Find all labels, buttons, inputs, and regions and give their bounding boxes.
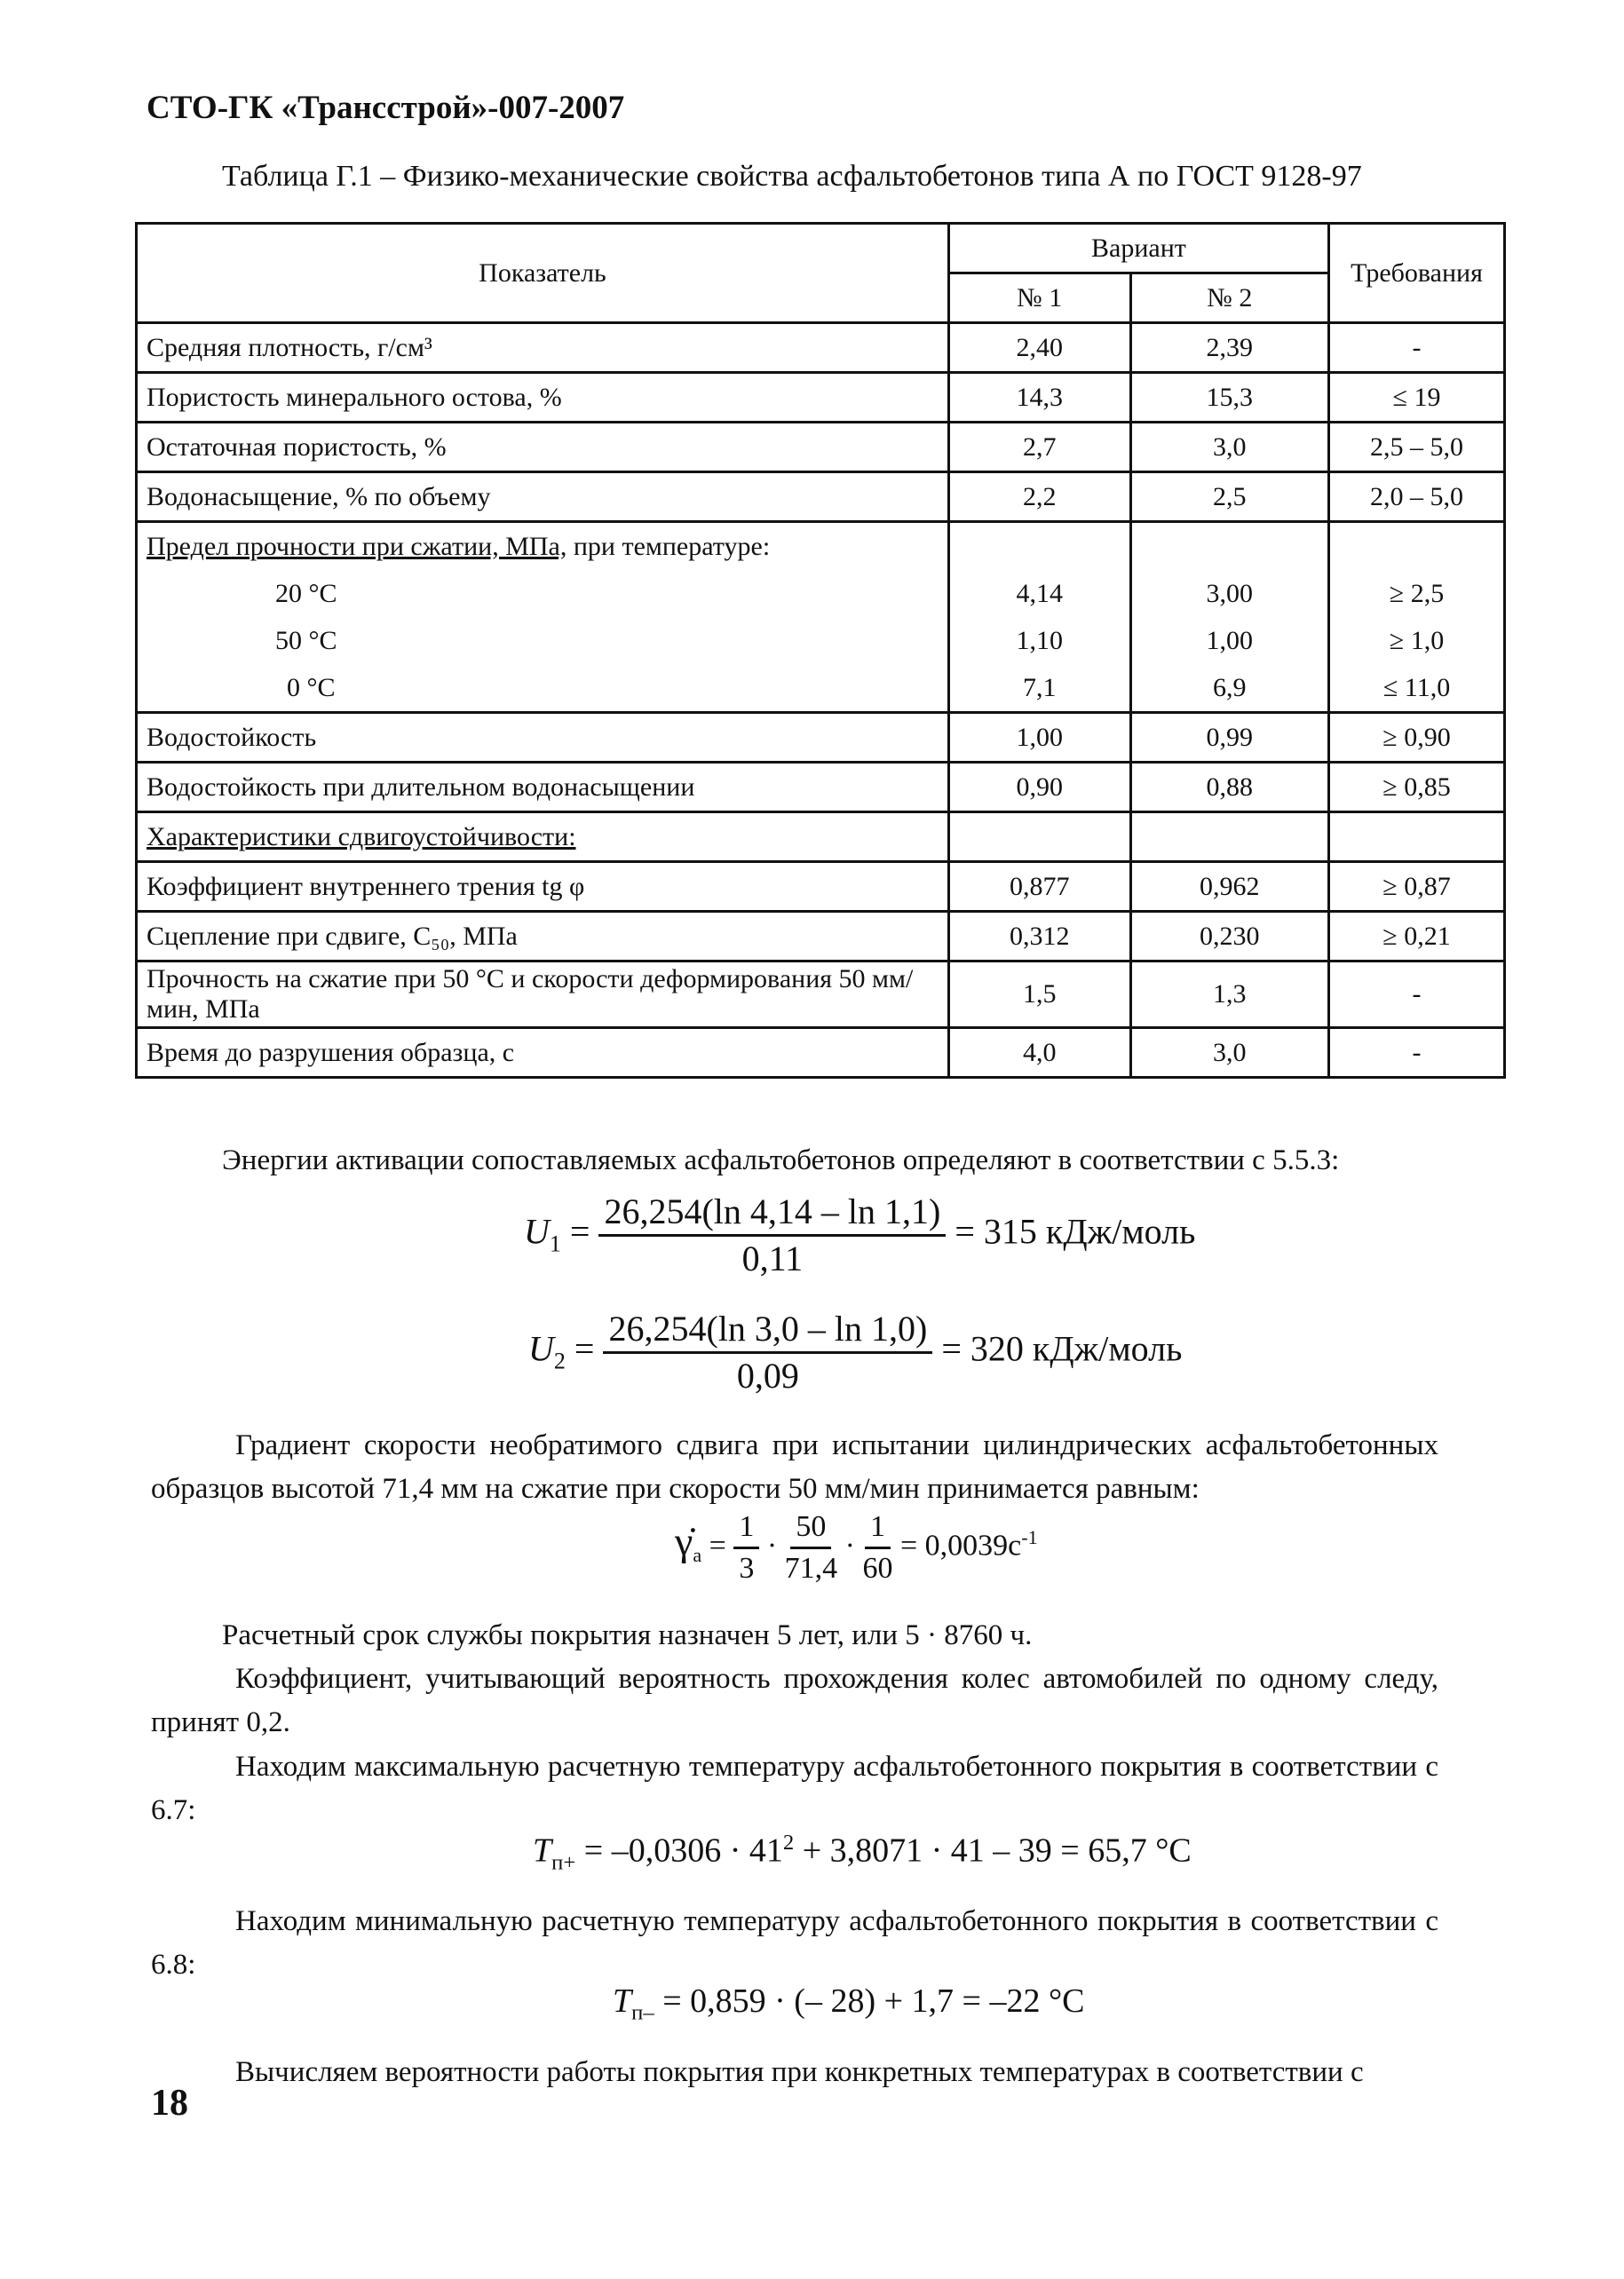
page-number: 18 [151,2083,188,2124]
table-row [137,862,1505,912]
paragraph-activation-energy: Энергии активации сопоставляемых асфальтобетонов определяют в соответствии с 5.5.3: [222,1144,1340,1176]
row-v2: 0,962 [1130,862,1329,912]
gamma-lhs: γ̇ [675,1518,693,1564]
strength-heading-underlined: Предел прочности при сжатии, МПа, [147,531,567,561]
gamma-exp: -1 [1021,1525,1038,1548]
row-req: 2,5 – 5,0 [1329,423,1505,472]
row-label: Время до разрушения образца, с [137,1028,949,1078]
gamma-frac-2: $\frac{50}{71,4}$ [785,1507,838,1588]
strength-sub-row [137,570,1505,617]
row-label: Средняя плотность, г/см³ [137,323,949,373]
row-req: ≥ 0,87 [1329,862,1505,912]
row-req: 2,0 – 5,0 [1329,472,1505,522]
row-v2: 0,88 [1130,763,1329,812]
u1-lhs: U [524,1211,550,1252]
u2-numerator: 26,254(ln 3,0 – ln 1,0) [603,1307,932,1354]
row-v2: 1,3 [1130,961,1329,1028]
u2-sub: 2 [553,1348,566,1374]
gamma-result: = 0,0039с [899,1529,1022,1563]
row-label: Водонасыщение, % по объему [137,472,949,522]
row-req: ≥ 0,85 [1329,763,1505,812]
row-v1: 0,312 [948,912,1130,961]
row-req: ≥ 0,90 [1329,713,1505,763]
table-row [137,373,1505,423]
row-v1: 2,2 [948,472,1130,522]
row-v1: 1,00 [948,713,1130,763]
header-variant: Вариант [948,224,1328,273]
strength-heading-rest: при температуре: [566,531,771,561]
strength-v2: 1,00 [1130,617,1329,664]
row-label: Коэффициент внутреннего трения tg φ [137,862,949,912]
strength-v2: 3,00 [1130,570,1329,617]
u1-numerator: 26,254(ln 4,14 – ln 1,1) [598,1190,946,1237]
row-v1: 14,3 [948,373,1130,423]
row-v2: 3,0 [1130,423,1329,472]
row-v2: 0,230 [1130,912,1329,961]
tmax-lhs: T [533,1832,552,1870]
formula-t-min [613,1982,1085,2026]
strength-req: ≥ 2,5 [1329,570,1505,617]
document-code-header: СТО-ГК «Трансстрой»-007-2007 [147,90,625,126]
strength-v2: 6,9 [1130,664,1329,713]
properties-table [135,222,1506,1079]
row-req: - [1329,961,1505,1028]
row-req: ≥ 0,21 [1329,912,1505,961]
tmax-rhs-a: = –0,0306 · 41 [575,1832,783,1870]
row-v2: 0,99 [1130,713,1329,763]
row-label: Пористость минерального остова, % [137,373,949,423]
formula-gamma: $\gammȧ_a$ = $\frac{1}{3}$ · $\frac{50}{71,4}$ · $\frac{1}{60}$ = $0,0039с^{-1}$ [675,1507,1038,1588]
strength-v1: 7,1 [948,664,1130,713]
header-indicator: Показатель [137,224,949,323]
row-v1: 1,5 [948,961,1130,1028]
header-variant-1: № 1 [948,273,1130,323]
table-row [137,323,1505,373]
formula-u1: $U_1$ = $\frac{26,254(\ln 4,14 - \ln 1,1)}{0,11}$ = 315 кДж/моль [524,1190,1195,1281]
strength-sub-row [137,664,1505,713]
tmin-sub: п– [631,2000,654,2025]
shear-heading: Характеристики сдвигоустойчивости: [137,812,949,862]
strength-req: ≥ 1,0 [1329,617,1505,664]
tmin-lhs: T [613,1982,632,2020]
strength-req: ≤ 11,0 [1329,664,1505,713]
table-row [137,812,1505,862]
gamma-sub: a [693,1544,702,1567]
row-v1: 2,7 [948,423,1130,472]
row-v2: 2,5 [1130,472,1329,522]
u2-result: = 320 кДж/моль [941,1328,1183,1369]
strength-v1: 1,10 [948,617,1130,664]
u1-result: = 315 кДж/моль [955,1211,1196,1252]
u1-sub: 1 [549,1231,561,1257]
strength-heading-row [137,522,1505,571]
row-v2: 3,0 [1130,1028,1329,1078]
table-row [137,713,1505,763]
row-label: Прочность на сжатие при 50 °С и скорости деформирования 50 мм/мин, МПа [137,961,949,1028]
table-row [137,423,1505,472]
row-label: Водостойкость [137,713,949,763]
table-row [137,1028,1505,1078]
strength-heading [137,522,949,571]
table-row [137,912,1505,961]
formula-t-max [533,1831,1192,1875]
paragraph-probabilities: Вычисляем вероятности работы покрытия при конкретных температурах в соответствии с [235,2056,1364,2088]
u2-fraction [603,1307,932,1398]
formula-u2: $U_2$ = $\frac{26,254(\ln 3,0 - \ln 1,0)}{0,09}$ = 320 кДж/моль [528,1307,1182,1398]
paragraph-shear-gradient: Градиент скорости необратимого сдвига при испытании цилиндрических асфальтобетонных образцов высотой 71,4 мм на сжатие при скорости 50 мм/мин принимается равным: [151,1429,1438,1505]
gamma-frac-1: $\frac{1}{3}$ [733,1507,759,1588]
row-req: ≤ 19 [1329,373,1505,423]
row-v1: 0,877 [948,862,1130,912]
strength-v1: 4,14 [948,570,1130,617]
row-v2: 2,39 [1130,323,1329,373]
row-v1: 0,90 [948,763,1130,812]
row-label: Остаточная пористость, % [137,423,949,472]
paragraph-service-life: Расчетный срок службы покрытия назначен 5 лет, или 5 · 8760 ч. [222,1619,1033,1651]
row-v1: 2,40 [948,323,1130,373]
table-row [137,472,1505,522]
row-label: Сцепление при сдвиге, C₅₀, МПа [137,912,949,961]
row-req: - [1329,1028,1505,1078]
row-label: Водостойкость при длительном водонасыщении [137,763,949,812]
header-variant-2: № 2 [1130,273,1329,323]
tmax-rhs-b: + 3,8071 · 41 – 39 = 65,7 °C [794,1832,1192,1870]
u1-denominator: 0,11 [741,1238,804,1278]
row-v2: 15,3 [1130,373,1329,423]
tmin-rhs: = 0,859 · (– 28) + 1,7 = –22 °C [654,1982,1085,2020]
strength-temp: 50 °С [137,617,949,664]
paragraph-max-temperature: Находим максимальную расчетную температуру асфальтобетонного покрытия в соответствии с 6.7: [151,1751,1438,1826]
row-req: - [1329,323,1505,373]
paragraph-min-temperature: Находим минимальную расчетную температуру асфальтобетонного покрытия в соответствии с 6.8: [151,1905,1438,1981]
table-caption: Таблица Г.1 – Физико-механические свойства асфальтобетонов типа А по ГОСТ 9128-97 [222,160,1362,193]
header-requirements: Требования [1329,224,1505,323]
tmax-sub: п+ [551,1850,576,1875]
table-row [137,763,1505,812]
tmax-sup: 2 [782,1831,795,1855]
strength-temp: 20 °С [137,570,949,617]
strength-sub-row [137,617,1505,664]
paragraph-wheel-coefficient: Коэффициент, учитывающий вероятность прохождения колес автомобилей по одному следу, принят 0,2. [151,1663,1438,1738]
u2-denominator: 0,09 [736,1356,799,1396]
strength-temp: 0 °С [137,664,949,713]
gamma-frac-3: $\frac{1}{60}$ [862,1507,892,1588]
u2-lhs: U [528,1328,554,1369]
table-row [137,961,1505,1028]
row-v1: 4,0 [948,1028,1130,1078]
u1-fraction [598,1190,946,1281]
